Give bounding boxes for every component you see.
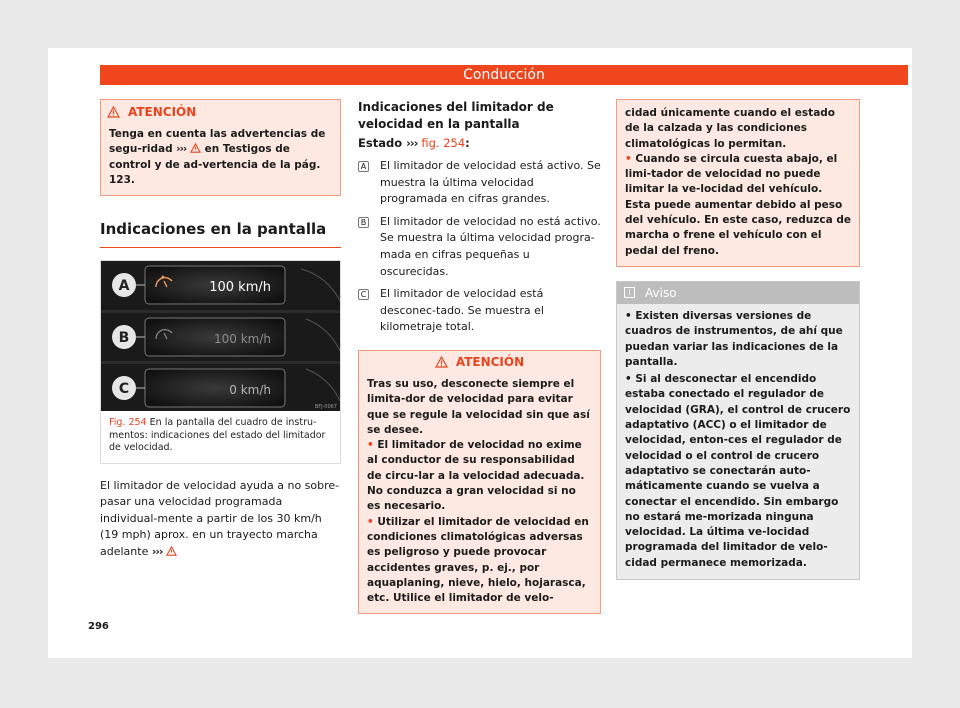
status-colon: : [465,136,470,150]
figure-panel-letter: A [118,278,130,295]
warning-continued-text: cidad únicamente cuando el estado de la calzada y las condiciones climatológicas lo permitan. [625,107,836,150]
warning-triangle-icon [435,356,448,368]
warning-box-continued [616,99,860,267]
warning-triangle-icon [190,143,201,153]
figure-speed-value: 100 km/h [209,280,271,296]
warning-box [100,99,341,196]
warning-text-part[interactable]: en Testigos de control y de ad-vertencia de la pág. 123. [109,143,321,186]
note-bullet-text: Si al desconectar el encendido estaba conectado el regulador de velocidad (GRA), el control de crucero adaptativo (ACC) o el limitador de velocidad, enton-ces el regulador de velocidad o el control de crucero adaptativo se conectarán auto-máticamente cuando se vuelva a conectar el encendido. Sin embargo no estará me-morizada ninguna velocidad. La última ve-locidad programada del limitador de velo-cidad permanece memorizada. [625,373,851,569]
status-label: Estado [358,136,403,150]
figure-label: Fig. 254 [109,417,147,429]
reference-arrows: ››› [176,143,187,156]
section-title: Indicaciones en la pantalla [100,220,341,248]
warning-header [359,351,600,373]
figure-panel-letter: B [118,330,130,347]
warning-box [358,350,601,614]
list-item [358,158,601,208]
figure-speed-value: 0 km/h [229,383,271,398]
instrument-cluster-illustration [101,261,340,411]
warning-triangle-icon [107,106,120,118]
figure-image [101,261,340,411]
status-list [358,158,601,336]
warning-text [359,373,600,613]
warning-triangle-icon[interactable] [166,546,177,556]
warning-text [101,123,340,195]
list-item [358,214,601,280]
note-text [617,304,859,579]
list-item-text: El limitador de velocidad no está activo. Se muestra la última velocidad progra-mada en cifras pequeñas u oscurecidas. [380,214,601,278]
warning-bullet-text: Cuando se circula cuesta abajo, el limi-tador de velocidad no puede limitar la ve-locidad del vehículo. Esta puede aumentar debido al peso del vehículo. En este caso, reduzca de marcha o frene el vehículo con el pedal del freno. [625,152,851,257]
warning-title: ATENCIÓN [128,104,197,119]
warning-header [101,100,340,123]
figure-caption [101,411,340,463]
note-bullet: • Si al desconectar el encendido estaba conectado el regulador de velocidad (GRA), el control de crucero adaptativo (ACC) o el limitador de velocidad, enton-ces el regulador de velocidad o el control de crucero adaptativo se conectarán auto-máticamente cuando se vuelva a conectar el encendido. Sin embargo no estará me-morizada ninguna velocidad. La última ve-locidad programada del limitador de velo-cidad permanece memorizada. [625,373,851,569]
warning-bullet: • El limitador de velocidad no exime al conductor de su responsabilidad de circu-lar a la velocidad adecuada. No conduzca a gran velocidad si no es necesario. [367,439,585,513]
warning-text [617,100,859,266]
figure-reference-link[interactable]: fig. 254 [421,136,466,150]
warning-text-part: Tenga en cuenta las advertencias de segu-ridad [109,128,326,156]
note-bullet-text: Existen diversas versiones de cuadros de instrumentos, de ahí que puedan variar las indicaciones de la pantalla. [625,309,843,368]
list-item-text: El limitador de velocidad está activo. Se muestra la última velocidad programada en cifras grandes. [380,159,601,206]
figure-speed-value: 100 km/h [213,332,271,347]
warning-intro: Tras su uso, desconecte siempre el limita-dor de velocidad para evitar que se regule la velocidad sin que así se desee. [367,377,590,436]
figure-code: BFJ-0067 [314,404,337,411]
reference-arrows: ››› [151,545,163,559]
page-number: 296 [88,621,109,632]
info-icon: i [624,287,635,298]
warning-bullet: • Utilizar el limitador de velocidad en condiciones climatológicas adversas es peligroso y puede provocar accidentes graves, p. ej., por aquaplaning, nieve, hielo, hojarasca, etc. Utilice el limitador de velo- [367,515,589,605]
letter-badge: B [358,217,369,228]
warning-bullet-text: El limitador de velocidad no exime al conductor de su responsabilidad de circu-lar a la velocidad adecuada. No conduzca a gran velocidad si no es necesario. [367,439,585,513]
note-box [616,281,860,580]
list-item-text: El limitador de velocidad está desconec-tado. Se muestra el kilometraje total. [380,287,544,334]
letter-badge: A [358,161,369,172]
paragraph-text: El limitador de velocidad ayuda a no sobre-pasar una velocidad programada individual-mente a partir de los 30 km/h (19 mph) aprox. en un trayecto marcha adelante [100,478,340,559]
figure [100,260,341,464]
column-right [616,99,860,580]
figure-panel-letter: C [118,381,130,398]
subsection-title: Indicaciones del limitador de velocidad en la pantalla [358,100,554,131]
list-item [358,286,601,336]
note-title: Aviso [645,285,677,300]
letter-badge: C [358,289,369,300]
body-paragraph [100,478,341,561]
reference-arrows: ››› [406,136,418,150]
figure-caption-text: En la pantalla del cuadro de instru-mentos: indicaciones del estado del limitador de velocidad. [109,417,326,454]
warning-title: ATENCIÓN [455,354,525,369]
warning-bullet: • Cuando se circula cuesta abajo, el limi-tador de velocidad no puede limitar la ve-locidad del vehículo. Esta puede aumentar debido al peso del vehículo. En este caso, reduzca de marcha o frene el vehículo con el pedal del freno. [625,152,851,257]
page-header: Conducción [100,65,908,85]
manual-page [48,48,912,658]
note-bullet: • Existen diversas versiones de cuadros de instrumentos, de ahí que puedan variar las indicaciones de la pantalla. [625,309,843,368]
warning-bullet-text: Utilizar el limitador de velocidad en condiciones climatológicas adversas es peligroso y puede provocar accidentes graves, p. ej., por aquaplaning, nieve, hielo, hojarasca, etc. Utilice el limitador de velo- [367,515,589,605]
column-left [100,99,341,561]
status-line [358,135,601,152]
note-header [617,282,859,304]
column-middle [358,99,601,614]
